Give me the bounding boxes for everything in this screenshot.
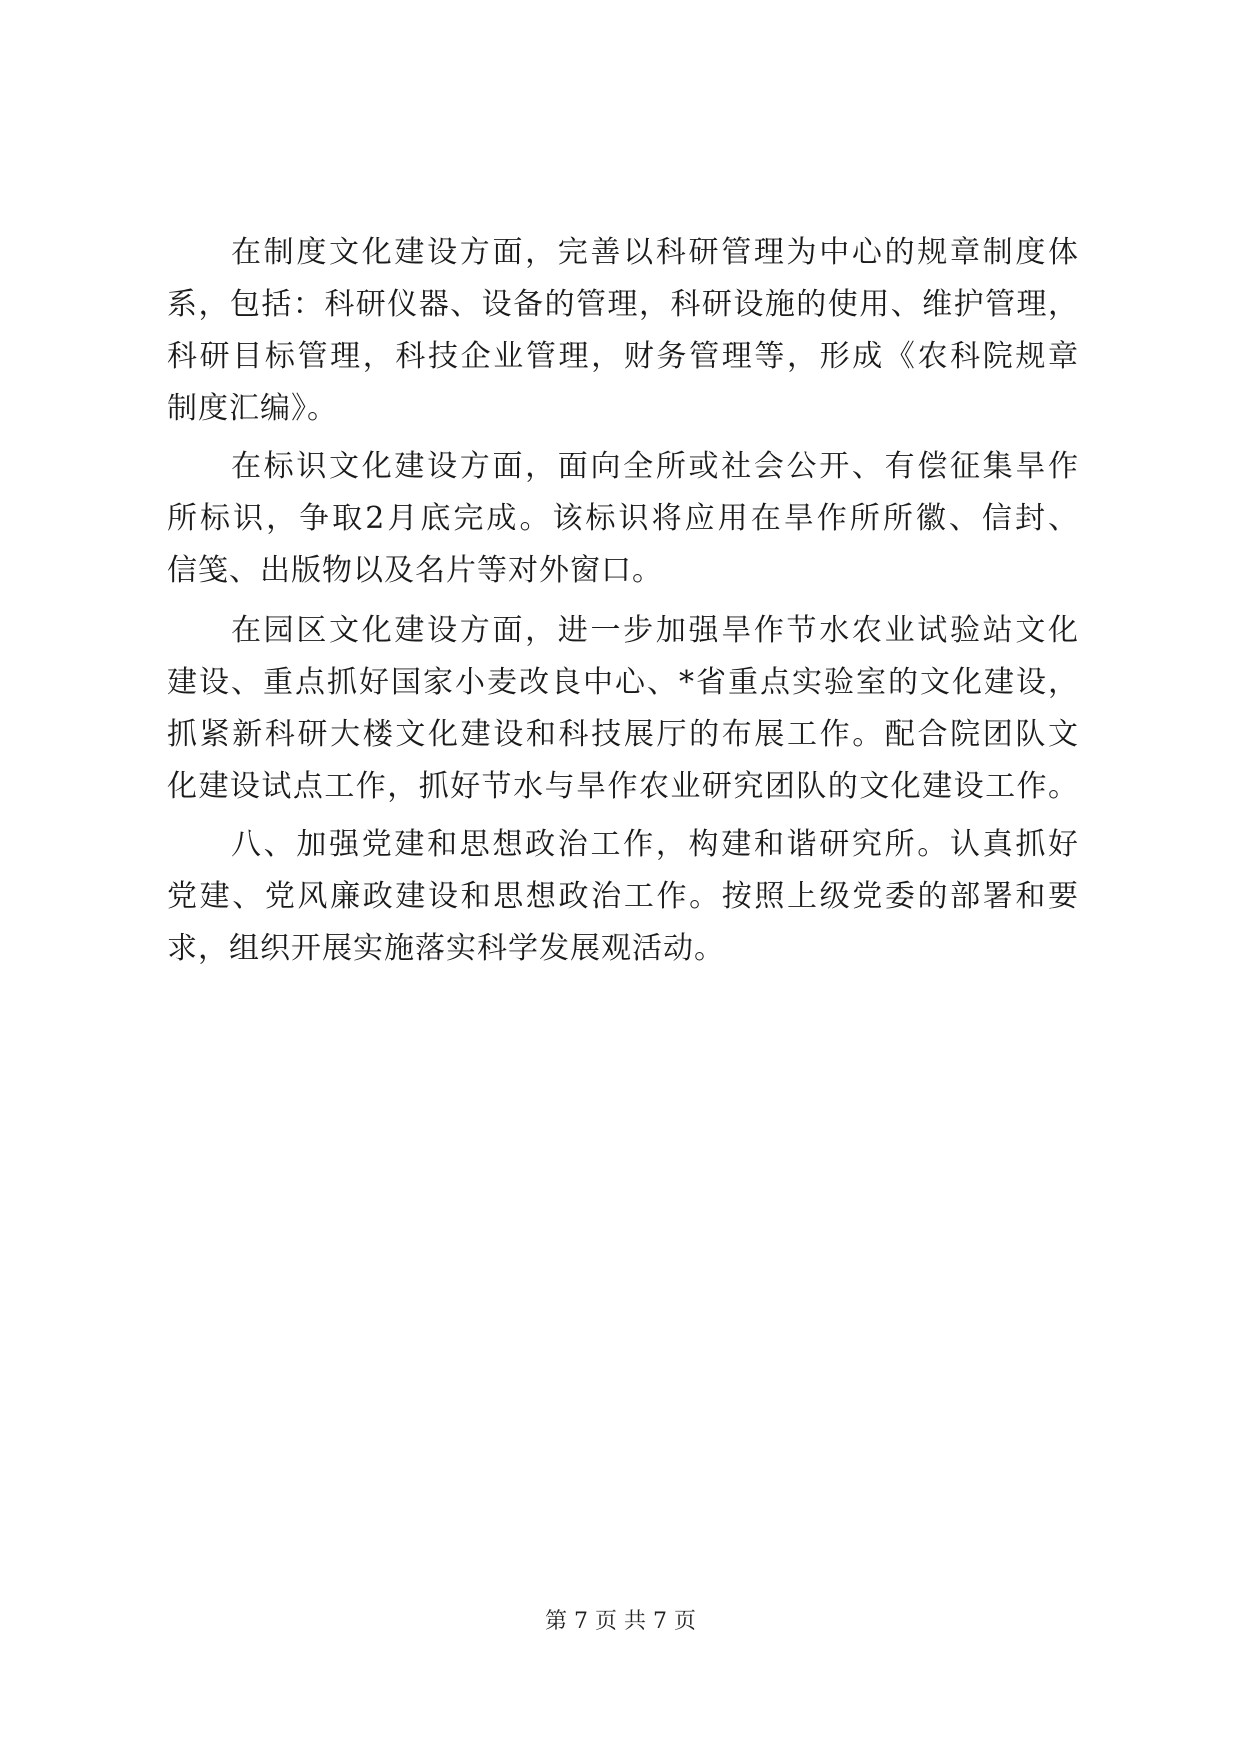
paragraph-1-line-2: 系，包括：科研仪器、设备的管理，科研设施的使用、维护管理， <box>167 287 1079 322</box>
paragraph-3-line-1: 在园区文化建设方面，进一步加强旱作节水农业试验站文化 <box>231 613 1079 648</box>
paragraph-1-line-4: 制度汇编》。 <box>167 391 338 426</box>
paragraph-3-line-4: 化建设试点工作，抓好节水与旱作农业研究团队的文化建设工作。 <box>167 769 1079 804</box>
paragraph-4-line-1: 八、加强党建和思想政治工作，构建和谐研究所。认真抓好 <box>231 827 1079 862</box>
paragraph-3-line-2: 建设、重点抓好国家小麦改良中心、*省重点实验室的文化建设， <box>167 665 1079 700</box>
paragraph-3-line-3: 抓紧新科研大楼文化建设和科技展厅的布展工作。配合院团队文 <box>167 717 1079 752</box>
paragraph-4-line-3: 求，组织开展实施落实科学发展观活动。 <box>167 931 725 966</box>
paragraph-2-line-3: 信笺、出版物以及名片等对外窗口。 <box>167 553 663 588</box>
paragraph-1-line-3: 科研目标管理，科技企业管理，财务管理等，形成《农科院规章 <box>167 339 1079 374</box>
paragraph-4-line-2: 党建、党风廉政建设和思想政治工作。按照上级党委的部署和要 <box>167 879 1079 914</box>
paragraph-1-line-1: 在制度文化建设方面，完善以科研管理为中心的规章制度体 <box>231 235 1079 270</box>
page-number-footer: 第 7 页 共 7 页 <box>545 1609 696 1634</box>
paragraph-2-line-1: 在标识文化建设方面，面向全所或社会公开、有偿征集旱作 <box>231 449 1079 484</box>
paragraph-2-line-2: 所标识，争取2月底完成。该标识将应用在旱作所所徽、信封、 <box>167 501 1079 536</box>
